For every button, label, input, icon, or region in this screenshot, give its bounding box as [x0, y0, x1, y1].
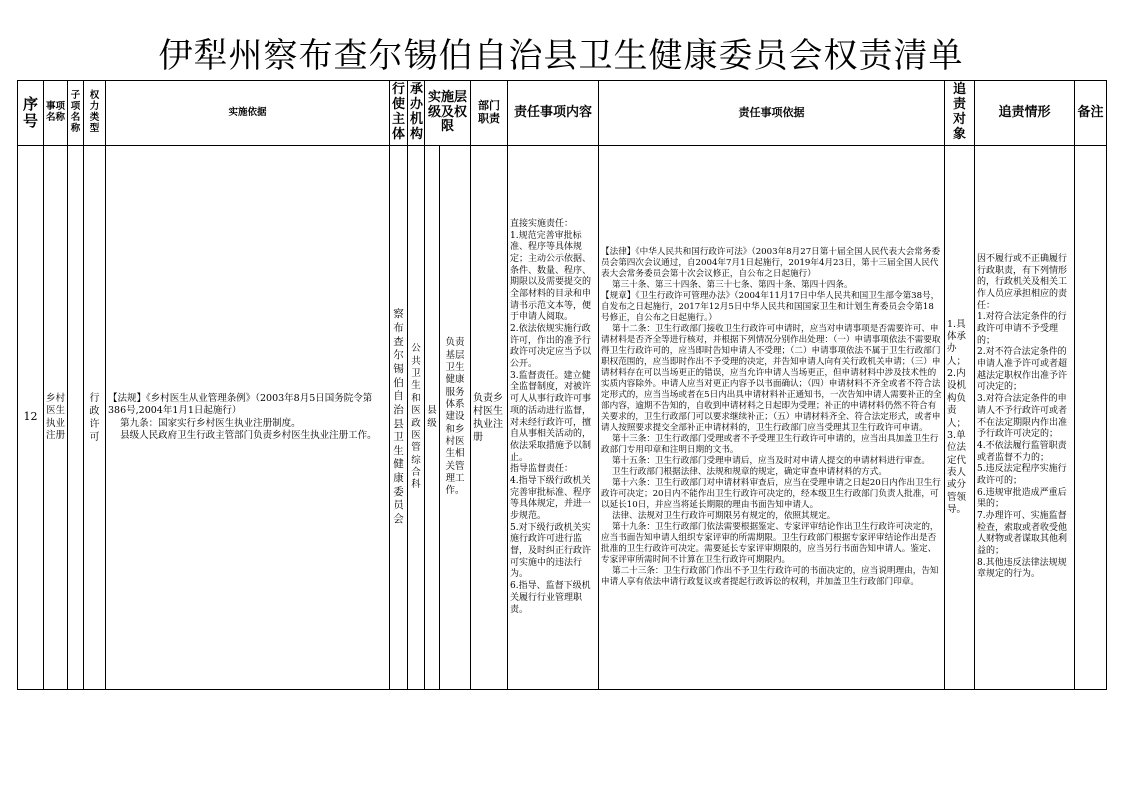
- cell-level: 县级: [425, 146, 440, 690]
- responsibility-table: [17, 80, 1107, 690]
- header-item-name: 事项名称: [44, 81, 68, 146]
- cell-seq: 12: [18, 146, 44, 690]
- cell-item-name: 乡村医生执业注册: [44, 146, 68, 690]
- cell-power-type: 行政许可: [84, 146, 106, 690]
- header-basis: 实施依据: [106, 81, 390, 146]
- header-remark: 备注: [1075, 81, 1107, 146]
- header-power-type: 权力类型: [84, 81, 106, 146]
- header-level: 实施层级及权限: [425, 81, 471, 146]
- cell-resp-content: 直接实施责任： 1.规范完善审批标准、程序等具体规定；主动公示依据、条件、数量、程序、期限以及需要提交的全部材料的目录和申请书示范文本等，便于申请人阅取。 2.依法依规实施行政许可，作出的准予行政许可决定应当予以公开。 3.监督责任。建立健全监督制度，对被许可人从事行政许可事项的活动进行监督，对未经行政许可，擅自从事相关活动的，依法采取措施予以制止。 指导监督责任： 4.指导下级行政机关完善审批标准、程序等具体规定，并进一步规范。 5.对下级行政机关实施行政许可进行监督，及时纠正行政许可实施中的违法行为。 6.指导、监督下级机关履行行业管理职责。: [508, 146, 599, 690]
- cell-account-target: 1.具体承办人； 2.内设机构负责人； 3.单位法定代表人或分管领导。: [945, 146, 975, 690]
- header-account-situation: 追责情形: [975, 81, 1075, 146]
- cell-basis: 【法规】《乡村医生从业管理条例》（2003年8月5日国务院令第386号,2004年1月1日起施行） 第九条：国家实行乡村医生执业注册制度。 县级人民政府卫生行政主管部门负责乡村医生执业注册工作。: [106, 146, 390, 690]
- cell-dept-duty: 负责乡村医生执业注册: [471, 146, 508, 690]
- cell-authority: 负责基层卫生健康服务体系建设和乡村医生相关管理工作。: [440, 146, 471, 690]
- header-dept-duty: 部门职责: [471, 81, 508, 146]
- header-row: [18, 81, 1107, 146]
- table-row: [18, 146, 1107, 690]
- header-subject: 行使主体: [390, 81, 408, 146]
- header-sub-item-name: 子项名称: [68, 81, 84, 146]
- cell-resp-basis: 【法律】《中华人民共和国行政许可法》（2003年8月27日第十届全国人民代表大会常务委员会第四次会议通过，自2004年7月1日起施行，2019年4月23日，第十三届全国人民代表大会常务委员会第十次会议修正，自公布之日起施行） 第三十条、第三十四条、第三十七条、第四十条、第四十四条。 【规章】《卫生行政许可管理办法》（2004年11月17日中华人民共和国卫生部令第38号，自发布之日起施行，2017年12月5日中华人民共和国国家卫生和计划生育委员会令第18号修正，自公布之日起施行。） 第十二条：卫生行政部门接收卫生行政许可申请时，应当对申请事项是否需要许可、申请材料是否齐全等进行核对，并根据下列情况分别作出处理：（一）申请事项依法不需要取得卫生行政许可的，应当即时告知申请人不受理；（二）申请事项依法不属于卫生行政部门职权范围的，应当即时作出不予受理的决定，并告知申请人向有关行政机关申请；（三）申请材料存在可以当场更正的错误，应当允许申请人当场更正，但申请材料中涉及技术性的实质内容除外。申请人应当对更正内容予以书面确认；（四）申请材料不齐全或者不符合法定形式的，应当当场或者在5日内出具申请材料补正通知书，一次告知申请人需要补正的全部内容，逾期不告知的，自收到申请材料之日起即为受理；补正的申请材料仍然不符合有关要求的，卫生行政部门可以要求继续补正；（五）申请材料齐全、符合法定形式，或者申请人按照要求提交全部补正申请材料的，卫生行政部门应当受理其卫生行政许可申请。 第十三条：卫生行政部门受理或者不予受理卫生行政许可申请的，应当出具加盖卫生行政部门专用印章和注明日期的文书。 第十五条：卫生行政部门受理申请后，应当及时对申请人提交的申请材料进行审查。 卫生行政部门根据法律、法规和规章的规定，确定审查申请材料的方式。 第十六条：卫生行政部门对申请材料审查后，应当在受理申请之日起20日内作出卫生行政许可决定；20日内不能作出卫生行政许可决定的，经本级卫生行政部门负责人批准，可以延长10日，并应当将延长期限的理由书面告知申请人。 法律、法规对卫生行政许可期限另有规定的，依照其规定。 第十九条：卫生行政部门依法需要根据鉴定、专家评审结论作出卫生行政许可决定的，应当书面告知申请人组织专家评审的所需期限。卫生行政部门根据专家评审结论作出是否批准的卫生行政许可决定。需要延长专家评审期限的，应当另行书面告知申请人。鉴定、专家评审所需时间不计算在卫生行政许可期限内。 第二十三条：卫生行政部门作出不予卫生行政许可的书面决定的，应当说明理由，告知申请人享有依法申请行政复议或者提起行政诉讼的权利，并加盖卫生行政部门印章。: [599, 146, 945, 690]
- header-seq: 序号: [18, 81, 44, 146]
- cell-sub-item-name: [68, 146, 84, 690]
- cell-remark: [1075, 146, 1107, 690]
- cell-account-situation: 因不履行或不正确履行行政职责，有下列情形的，行政机关及相关工作人员应承担相应的责任： 1.对符合法定条件的行政许可申请不予受理的； 2.对不符合法定条件的申请人准予许可或者超越法定职权作出准予许可决定的； 3.对符合法定条件的申请人不予行政许可或者不在法定期限内作出准予行政许可决定的； 4.不依法履行监管职责或者监督不力的； 5.违反法定程序实施行政许可的； 6.违规审批造成严重后果的； 7.办理许可、实施监督检查，索取或者收受他人财物或者谋取其他利益的； 8.其他违反法律法规规章规定的行为。: [975, 146, 1075, 690]
- cell-handling-org: 公共卫生和医政医管综合科: [408, 146, 425, 690]
- header-account-target: 追责对象: [945, 81, 975, 146]
- header-handling-org: 承办机构: [408, 81, 425, 146]
- page-title: 伊犁州察布查尔锡伯自治县卫生健康委员会权责清单: [158, 36, 964, 76]
- header-resp-basis: 责任事项依据: [599, 81, 945, 146]
- header-resp-content: 责任事项内容: [508, 81, 599, 146]
- cell-subject: 察布查尔锡伯自治县卫生健康委员会: [390, 146, 408, 690]
